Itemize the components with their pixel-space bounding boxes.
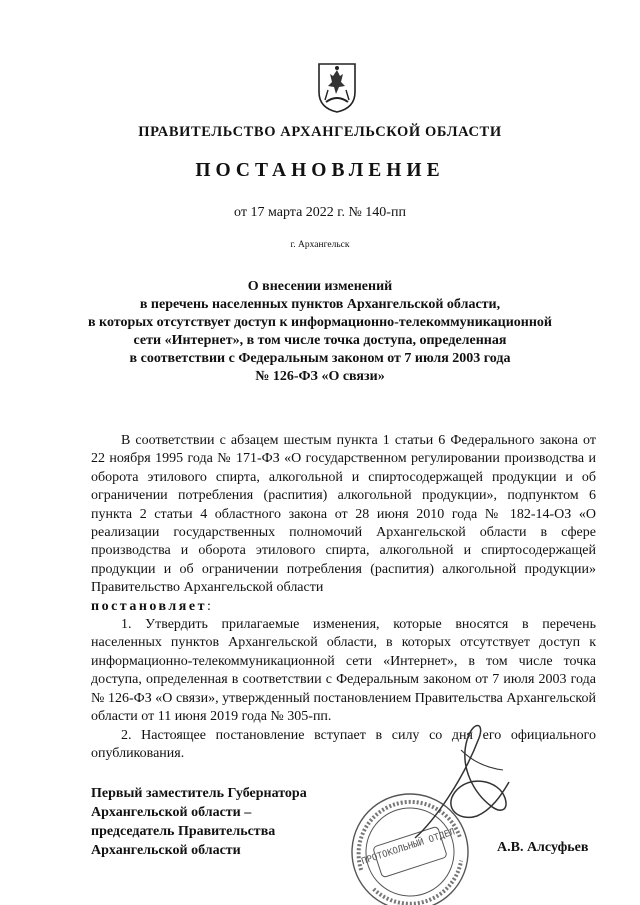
organization-name: ПРАВИТЕЛЬСТВО АРХАНГЕЛЬСКОЙ ОБЛАСТИ [138, 124, 502, 140]
signatory-name: А.В. Алсуфьев [497, 840, 589, 855]
document-body [91, 432, 596, 763]
title-line: в соответствии с Федеральным законом от 7 июля 2003 года [129, 351, 511, 366]
title-line: О внесении изменений [247, 279, 393, 294]
position-line: Первый заместитель Губернатора [91, 786, 307, 801]
title-line: сети «Интернет», в том числе точка доступа, определенная [133, 333, 507, 348]
city-name: г. Архангельск [290, 240, 350, 250]
decree-line [91, 598, 596, 616]
stamp-text: ПРОТОКОЛЬНЫЙ ОТДЕЛ [360, 827, 457, 868]
document-type: ПОСТАНОВЛЕНИЕ [195, 160, 445, 181]
item-1-paragraph: 1. Утвердить прилагаемые изменения, которые вносятся в перечень населенных пунктов Архангельской области, в которых отсутствует доступ к информационно-телекоммуникационной сети «Интернет», в том числе точка доступа, определенная в соответствии с Федеральным законом от 7 июля 2003 года № 126-ФЗ «О связи», утвержденный постановлением Правительства Архангельской области от 11 июня 2019 года № 305-пп. [91, 617, 596, 725]
position-line: Архангельской области – [91, 805, 252, 820]
preamble-text: В соответствии с абзацем шестым пункта 1 статьи 6 Федерального закона от 22 ноября 1995 года № 171-ФЗ «О государственном регулировании производства и оборота этилового спирта, алкогольной и спиртосодержащей продукции и об ограничении потребления (распития) алкогольной продукции», подпунктом 6 пункта 2 статьи 4 областного закона от 28 июня 2010 года № 182-14-ОЗ «О реализации государственных полномочий Архангельской области в сфере производства и оборота этилового спирта, алкогольной и спиртосодержащей продукции и об ограничении потребления (распития) алкогольной продукции» Правительство Архангельской области [91, 433, 596, 596]
decree-word: постановляет [91, 598, 207, 614]
title-line: № 126-ФЗ «О связи» [255, 369, 385, 384]
item-2-paragraph: 2. Настоящее постановление вступает в силу со дня его официального опубликования. [91, 727, 596, 761]
coat-of-arms-emblem [316, 60, 358, 114]
title-line: в которых отсутствует доступ к информационно-телекоммуникационной [88, 315, 552, 330]
title-line: в перечень населенных пунктов Архангельской области, [139, 297, 501, 312]
position-line: председатель Правительства [91, 824, 276, 839]
position-line: Архангельской области [91, 843, 241, 858]
date-number: от 17 марта 2022 г. № 140-пп [234, 205, 406, 220]
decree-colon: : [206, 598, 211, 614]
handwritten-signature [405, 710, 515, 850]
preamble-paragraph [91, 432, 596, 598]
signatory-position [91, 784, 351, 860]
document-title [60, 278, 580, 386]
